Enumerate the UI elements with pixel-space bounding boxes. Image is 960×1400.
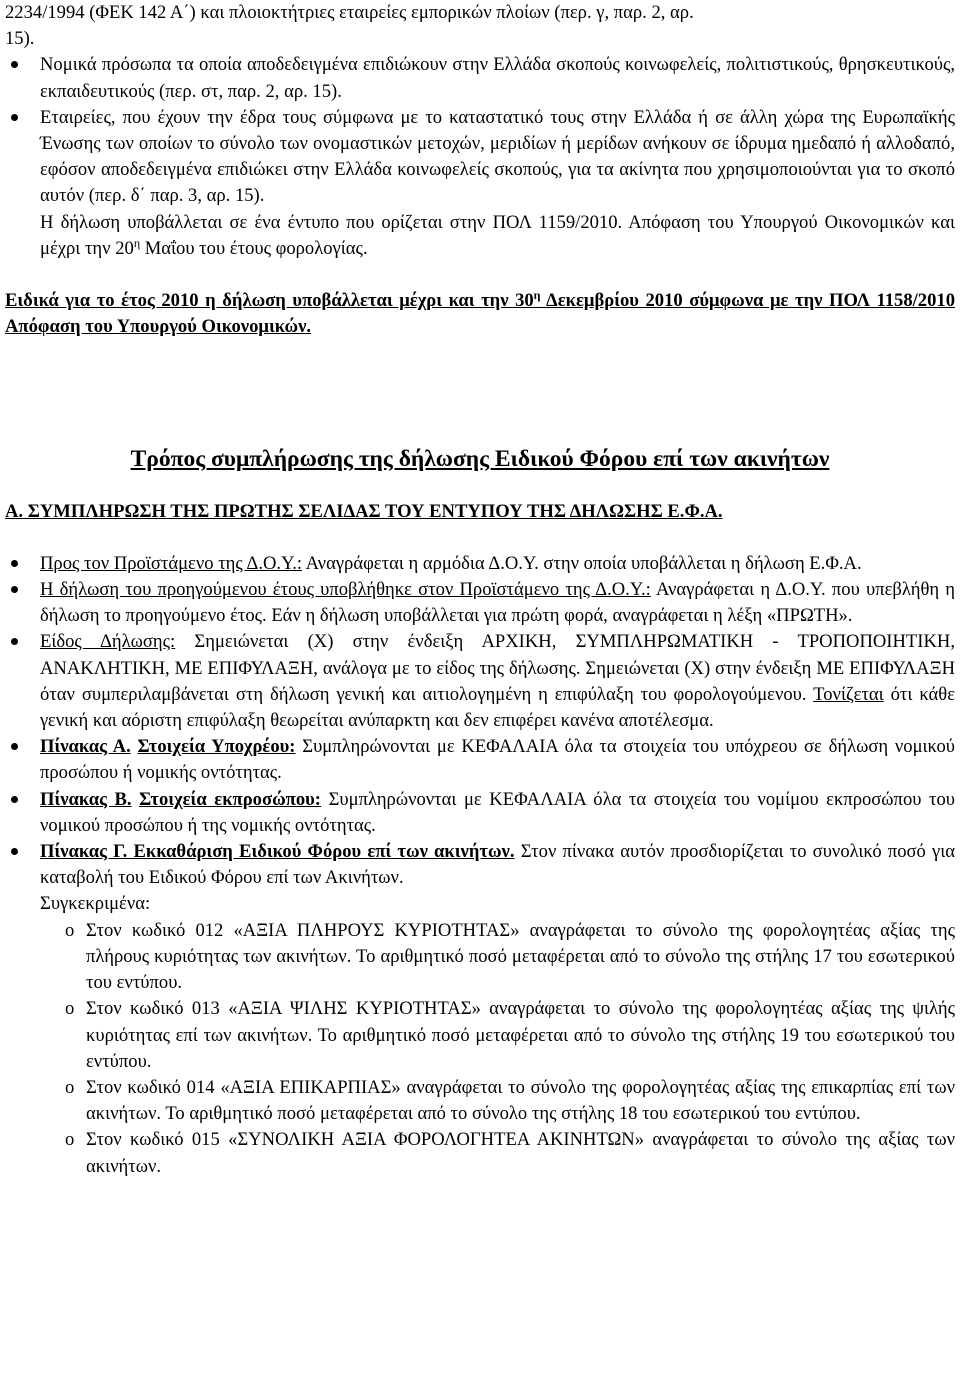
top-line-1: 2234/1994 (ΦΕΚ 142 Α΄) και πλοιοκτήτριες εταιρείες εμπορικών πλοίων (περ. γ, παρ. 2, αρ. [5, 2, 694, 23]
superscript: η [533, 288, 541, 303]
item-doy: Προς τον Προϊστάμενο της Δ.Ο.Υ.: Αναγράφεται η αρμόδια Δ.Ο.Υ. στην οποία υποβάλλεται η δήλωση Ε.Φ.Α. [5, 551, 955, 577]
submission-paragraph: Η δήλωση υποβάλλεται σε ένα έντυπο που ορίζεται στην ΠΟΛ 1159/2010. Απόφαση του Υπουργού Οικονομικών και μέχρι την $20^\eta$ Μαΐου του έτους φορολογίας. [40, 211, 955, 259]
bullet-nonprofit: Νομικά πρόσωπα τα οποία αποδεδειγμένα επιδιώκουν στην Ελλάδα σκοπούς κοινωφελείς, πολιτιστικούς, θρησκευτικούς, εκπαιδευτικούς (περ. στ, παρ. 2, αρ. 15). [5, 52, 955, 104]
special-note-2010: Ειδικά για το έτος 2010 η δήλωση υποβάλλεται μέχρι και την $30^\eta$ Δεκεμβρίου 2010 σύμφωνα με την ΠΟΛ 1158/2010 Απόφαση του Υπουργού Οικονομικών. [5, 288, 955, 338]
top-line-2: 15). [5, 28, 35, 50]
section-a-heading: Α. ΣΥΜΠΛΗΡΩΣΗ ΤΗΣ ΠΡΩΤΗΣ ΣΕΛΙΔΑΣ ΤΟΥ ΕΝΤΥΠΟΥ ΤΗΣ ΔΗΛΩΣΗΣ Ε.Φ.Α. [5, 500, 723, 522]
sub-bullet-marker: o [65, 1129, 75, 1151]
item-declaration-type: Είδος Δήλωσης: Σημειώνεται (Χ) στην ένδειξη ΑΡΧΙΚΗ, ΣΥΜΠΛΗΡΩΜΑΤΙΚΗ - ΤΡΟΠΟΠΟΙΗΤΙΚΗ, ΑΝΑΚΛΗΤΙΚΗ, ΜΕ ΕΠΙΦΥΛΑΞΗ, ανάλογα με το είδος της δήλωσης. Σημειώνεται (Χ) στην ένδειξη ΜΕ ΕΠΙΦΥΛΑΞΗ όταν συμπεριλαμβάνεται στη δήλωση γενική και αιτιολογημένη η επιφύλαξη του φορολογούμενου. Τονίζεται ότι κάθε γενική και αόριστη επιφύλαξη θεωρείται ανύπαρκτη και δεν επιφέρει κανένα αποτέλεσμα. [5, 629, 955, 734]
superscript: η [133, 235, 141, 250]
item-table-c: Πίνακας Γ. Εκκαθάριση Ειδικού Φόρου επί των ακινήτων. Στον πίνακα αυτόν προσδιορίζεται το συνολικό ποσό για καταβολή του Ειδικού Φόρου επί των Ακινήτων. Συγκεκριμένα: [5, 839, 955, 918]
page-title: Τρόπος συμπλήρωσης της δήλωσης Ειδικού Φόρου επί των ακινήτων [130, 446, 830, 473]
top-continuation [5, 0, 955, 52]
item-table-a: Πίνακας Α. Στοιχεία Υποχρέου: Συμπληρώνονται με ΚΕΦΑΛΑΙΑ όλα τα στοιχεία του υπόχρεου σε δήλωση νομικού προσώπου ή νομικής οντότητας. [5, 734, 955, 786]
sub-bullet-marker: o [65, 1076, 75, 1098]
sub-bullet-marker: o [65, 998, 75, 1020]
specifically-label: Συγκεκριμένα: [40, 893, 151, 915]
bullet-companies: Εταιρείες, που έχουν την έδρα τους σύμφωνα με το καταστατικό τους στην Ελλάδα ή σε άλλη χώρα της Ευρωπαϊκής Ένωσης των οποίων το σύνολο των ονομαστικών μετοχών, μεριδίων ή μερίδων ανήκουν σε ίδρυμα ημεδαπό ή αλλοδαπό, εφόσον αποδεδειγμένα επιδιώκει στην Ελλάδα κοινωφελείς σκοπούς, για τα ακίνητα που χρησιμοποιούνται για το σκοπό αυτόν (περ. δ΄ παρ. 3, αρ. 15). [5, 105, 955, 210]
item-previous-year: Η δήλωση του προηγούμενου έτους υποβλήθηκε στον Προϊστάμενο της Δ.Ο.Υ.: Αναγράφεται η Δ.Ο.Υ. που υπεβλήθη η δήλωση το προηγούμενο έτος. Εάν η δήλωση υποβάλλεται για πρώτη φορά, αναγράφεται η λέξη «ΠΡΩΤΗ». [5, 577, 955, 629]
sub-item-015: o Στον κωδικό 015 «ΣΥΝΟΛΙΚΗ ΑΞΙΑ ΦΟΡΟΛΟΓΗΤΕΑ ΑΚΙΝΗΤΩΝ» αναγράφεται το σύνολο της αξίας των ακινήτων. [65, 1129, 955, 1177]
sub-item-014: o Στον κωδικό 014 «ΑΞΙΑ ΕΠΙΚΑΡΠΙΑΣ» αναγράφεται το σύνολο της φορολογητέας αξίας της επικαρπίας επί των ακινήτων. Το αριθμητικό ποσό μεταφέρεται από το σύνολο της στήλης 18 του εσωτερικού του εντύπου. [65, 1076, 955, 1125]
sub-bullet-marker: o [65, 919, 75, 941]
item-table-b: Πίνακας Β. Στοιχεία εκπροσώπου: Συμπληρώνονται με ΚΕΦΑΛΑΙΑ όλα τα στοιχεία του νομίμου εκπροσώπου του νομικού προσώπου ή της νομικής οντότητας. [5, 787, 955, 839]
sub-item-012: o Στον κωδικό 012 «ΑΞΙΑ ΠΛΗΡΟΥΣ ΚΥΡΙΟΤΗΤΑΣ» αναγράφεται το σύνολο της φορολογητέας αξίας της πλήρους κυριότητας των ακινήτων. Το αριθμητικό ποσό μεταφέρεται από το σύνολο της στήλης 17 του εσωτερικού του εντύπου. [65, 919, 955, 994]
sub-item-013: o Στον κωδικό 013 «ΑΞΙΑ ΨΙΛΗΣ ΚΥΡΙΟΤΗΤΑΣ» αναγράφεται το σύνολο της φορολογητέας αξίας της ψιλής κυριότητας επί των ακινήτων. Το αριθμητικό ποσό μεταφέρεται από το σύνολο της στήλης 19 του εσωτερικού του εντύπου. [65, 998, 955, 1072]
